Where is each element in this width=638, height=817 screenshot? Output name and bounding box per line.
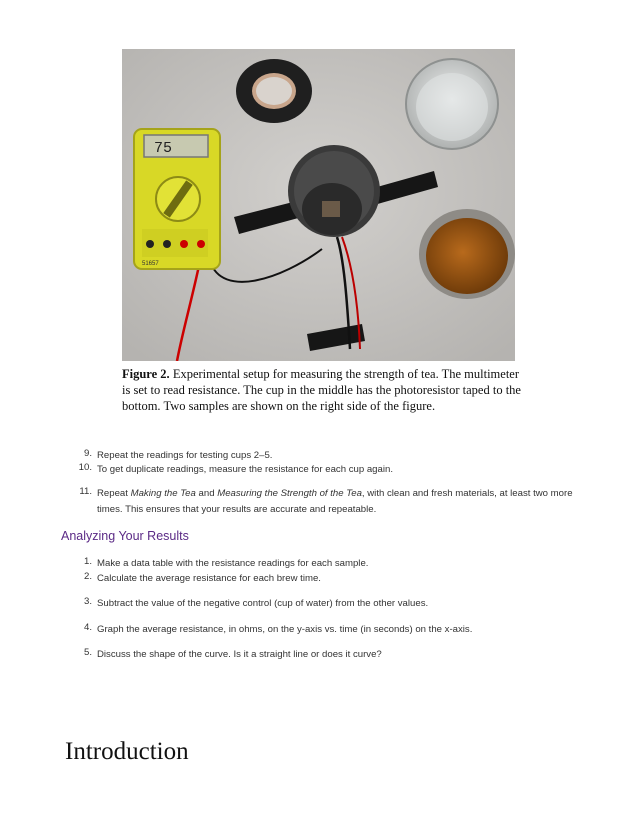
section-heading: Analyzing Your Results (61, 529, 189, 543)
caption-text: Experimental setup for measuring the strength of tea. The multimeter is set to read resistance. The cup in the middle has the photoresistor taped to the bottom. Two samples are shown on the right side of the figure. (122, 367, 521, 414)
list-text: Graph the average resistance, in ohms, on the y-axis vs. time (in seconds) on the x-axis. (97, 624, 473, 635)
list-text: Discuss the shape of the curve. Is it a straight line or does it curve? (97, 649, 382, 660)
list-text: Make a data table with the resistance readings for each sample. (97, 558, 369, 569)
list-number: 2. (83, 571, 92, 582)
list-text: Calculate the average resistance for each brew time. (97, 573, 321, 584)
list-number: 4. (83, 622, 92, 633)
multimeter (134, 129, 220, 269)
photoresistor-cup (288, 145, 380, 237)
experiment-setup-image (122, 49, 515, 361)
water-glass (406, 59, 498, 149)
figure-photo (122, 49, 515, 361)
tape-roll (236, 59, 312, 123)
meter-model: 51657 (142, 261, 159, 267)
list-text: To get duplicate readings, measure the resistance for each cup again. (97, 464, 393, 475)
italic-title: Making the Tea (130, 488, 196, 499)
list-number: 5. (83, 647, 92, 658)
figure-caption (122, 366, 522, 415)
list-text: Repeat the readings for testing cups 2–5. (97, 450, 273, 461)
list-number: 10. (78, 462, 92, 473)
introduction-heading: Introduction (65, 738, 189, 765)
list-text: Subtract the value of the negative control (cup of water) from the other values. (97, 598, 429, 609)
meter-reading: 75 (154, 140, 173, 157)
caption-label: Figure 2. (122, 367, 170, 381)
list-number: 9. (83, 448, 92, 459)
list-number: 11. (79, 486, 92, 497)
list-text: Repeat Making the Tea and Measuring the Strength of the Tea, with clean and fresh materials, at least two more times. This ensures that your results are accurate and repeatable. (97, 488, 573, 515)
italic-title: Measuring the Strength of the Tea (217, 488, 362, 499)
list-number: 1. (83, 556, 92, 567)
list-number: 3. (83, 596, 92, 607)
tea-cup (419, 209, 515, 299)
